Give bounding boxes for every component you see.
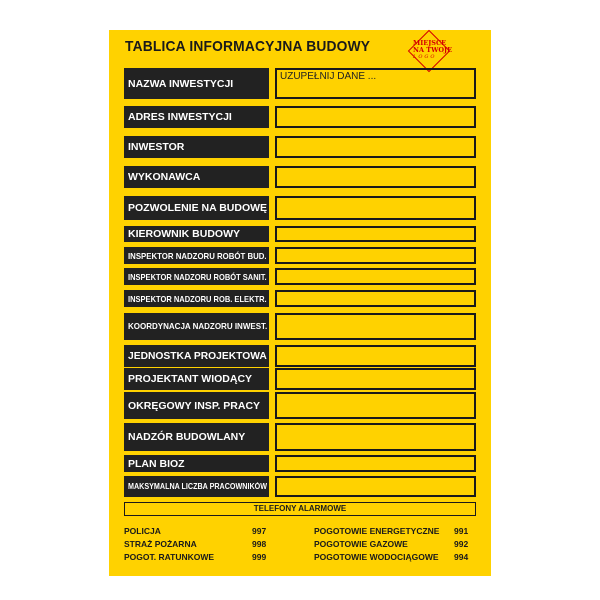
row-nazwa-inwestycji (124, 68, 476, 99)
row-label: MAKSYMALNA LICZBA PRACOWNIKÓW (124, 476, 269, 497)
row-value-field[interactable] (275, 166, 476, 188)
row-wykonawca (124, 166, 476, 188)
row-jednostka-projektowa (124, 345, 476, 367)
information-board (109, 30, 491, 576)
phone-number-gazowe: 992 (454, 539, 469, 549)
row-label: WYKONAWCA (124, 166, 269, 188)
phone-name-energetyczne: POGOTOWIE ENERGETYCZNE (314, 526, 440, 536)
row-value-field[interactable] (275, 455, 476, 472)
row-inspektor-robot-bud (124, 247, 476, 264)
phone-name-policja: POLICJA (124, 526, 161, 536)
row-value-field[interactable] (275, 392, 476, 419)
row-value-field[interactable] (275, 345, 476, 367)
row-okregowy-insp-pracy (124, 392, 476, 419)
row-value-field[interactable]: UZUPEŁNIJ DANE ... (275, 68, 476, 99)
row-adres-inwestycji (124, 106, 476, 128)
row-label: NADZÓR BUDOWLANY (124, 423, 269, 451)
row-label: NAZWA INWESTYCJI (124, 68, 269, 99)
row-value-field[interactable] (275, 226, 476, 242)
row-value-field[interactable] (275, 313, 476, 340)
row-inspektor-rob-elektr (124, 290, 476, 307)
row-value-field[interactable] (275, 290, 476, 307)
emergency-phones-header: TELEFONY ALARMOWE (124, 502, 476, 516)
row-label: OKRĘGOWY INSP. PRACY (124, 392, 269, 419)
phone-name-straz: STRAŻ POŻARNA (124, 539, 197, 549)
row-value-field[interactable] (275, 268, 476, 285)
row-value-field[interactable] (275, 106, 476, 128)
row-nadzor-budowlany (124, 423, 476, 451)
row-inspektor-robot-sanit (124, 268, 476, 285)
phone-name-gazowe: POGOTOWIE GAZOWE (314, 539, 408, 549)
row-inwestor (124, 136, 476, 158)
board-title: TABLICA INFORMACYJNA BUDOWY (125, 38, 371, 55)
row-pozwolenie-na-budowe (124, 196, 476, 220)
row-label: KOORDYNACJA NADZORU INWEST. (124, 313, 269, 340)
row-label: POZWOLENIE NA BUDOWĘ (124, 196, 269, 220)
row-plan-bioz (124, 455, 476, 472)
phone-number-energetyczne: 991 (454, 526, 469, 536)
row-value-field[interactable] (275, 196, 476, 220)
row-label: INSPEKTOR NADZORU ROBÓT BUD. (124, 247, 269, 264)
phone-number-straz: 998 (252, 539, 267, 549)
row-value-field[interactable] (275, 368, 476, 390)
phone-name-wodociagowe: POGOTOWIE WODOCIĄGOWE (314, 552, 439, 562)
phone-number-policja: 997 (252, 526, 267, 536)
logo-line-2: NA TWOJE (413, 46, 453, 54)
row-label: INSPEKTOR NADZORU ROBÓT SANIT. (124, 268, 269, 285)
logo-line-3: LOGO (413, 54, 437, 60)
row-label: KIEROWNIK BUDOWY (124, 226, 269, 242)
phone-number-pogotowie-ratunkowe: 999 (252, 552, 267, 562)
phone-number-wodociagowe: 994 (454, 552, 469, 562)
phone-name-pogotowie-ratunkowe: POGOT. RATUNKOWE (124, 552, 215, 562)
logo-line-1: MIEJSCE (413, 39, 447, 47)
row-label: ADRES INWESTYCJI (124, 106, 269, 128)
row-value-field[interactable] (275, 136, 476, 158)
row-koordynacja-nadzoru (124, 313, 476, 340)
row-value-field[interactable] (275, 476, 476, 497)
logo-placeholder (405, 32, 455, 72)
row-value-field[interactable] (275, 423, 476, 451)
row-value-field[interactable] (275, 247, 476, 264)
row-label: PLAN BIOZ (124, 455, 269, 472)
row-label: INSPEKTOR NADZORU ROB. ELEKTR. (124, 290, 269, 307)
row-label: PROJEKTANT WIODĄCY (124, 368, 269, 390)
row-maksymalna-liczba-pracownikow (124, 476, 476, 497)
row-label: JEDNOSTKA PROJEKTOWA (124, 345, 269, 367)
row-label: INWESTOR (124, 136, 269, 158)
row-kierownik-budowy (124, 226, 476, 242)
row-projektant-wiodacy (124, 368, 476, 390)
